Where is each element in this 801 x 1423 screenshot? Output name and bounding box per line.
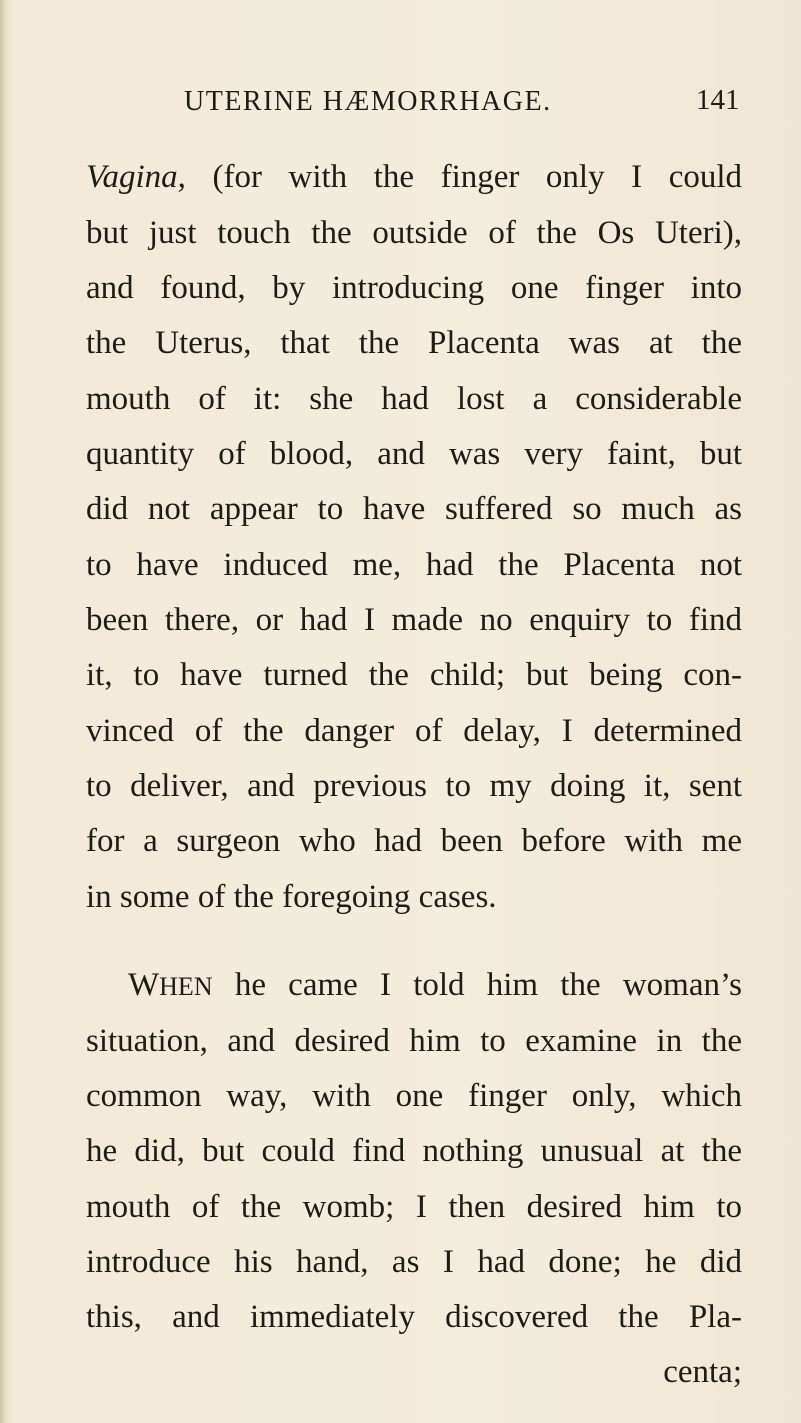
text-line: he did, but could find nothing unusual at the (86, 1133, 742, 1169)
text-line: but just touch the outside of the Os Uteri), (86, 215, 742, 251)
running-head-title: UTERINE HÆMORRHAGE. (184, 86, 552, 117)
text-line: to deliver, and previous to my doing it, sent (86, 768, 742, 804)
text-line (128, 965, 742, 1005)
text-line: vinced of the danger of delay, I determined (86, 713, 742, 749)
italic-word: Vagina, (86, 159, 186, 195)
text-line: mouth of it: she had lost a considerable (86, 381, 742, 417)
text-line: quantity of blood, and was very faint, but (86, 436, 742, 472)
text-line: this, and immediately discovered the Pla- (86, 1299, 742, 1335)
text-line: mouth of the womb; I then desired him to (86, 1189, 742, 1225)
text-line: introduce his hand, as I had done; he did (86, 1244, 742, 1280)
text-line: for a surgeon who had been before with me (86, 823, 742, 859)
text-line: been there, or had I made no enquiry to find (86, 602, 742, 638)
drop-letter: W (128, 967, 160, 1003)
text-line: in some of the foregoing cases. (86, 879, 497, 915)
line-text: he came I told him the woman’s (234, 967, 742, 1003)
text-line: to have induced me, had the Placenta not (86, 547, 742, 583)
text-line (86, 157, 742, 197)
running-head (0, 86, 801, 126)
page-gutter-edge (0, 0, 6, 1423)
text-line: the Uterus, that the Placenta was at the (86, 325, 742, 361)
text-line: did not appear to have suffered so much as (86, 491, 742, 527)
line-text: (for with the finger only I could (212, 159, 743, 195)
text-line: situation, and desired him to examine in the (86, 1023, 742, 1059)
text-line: it, to have turned the child; but being con- (86, 657, 742, 693)
text-line: and found, by introducing one finger into (86, 270, 742, 306)
page-number: 141 (696, 84, 740, 116)
catchword: centa; (663, 1354, 742, 1390)
text-line: common way, with one finger only, which (86, 1078, 742, 1114)
small-caps-word: HEN (159, 972, 213, 1001)
